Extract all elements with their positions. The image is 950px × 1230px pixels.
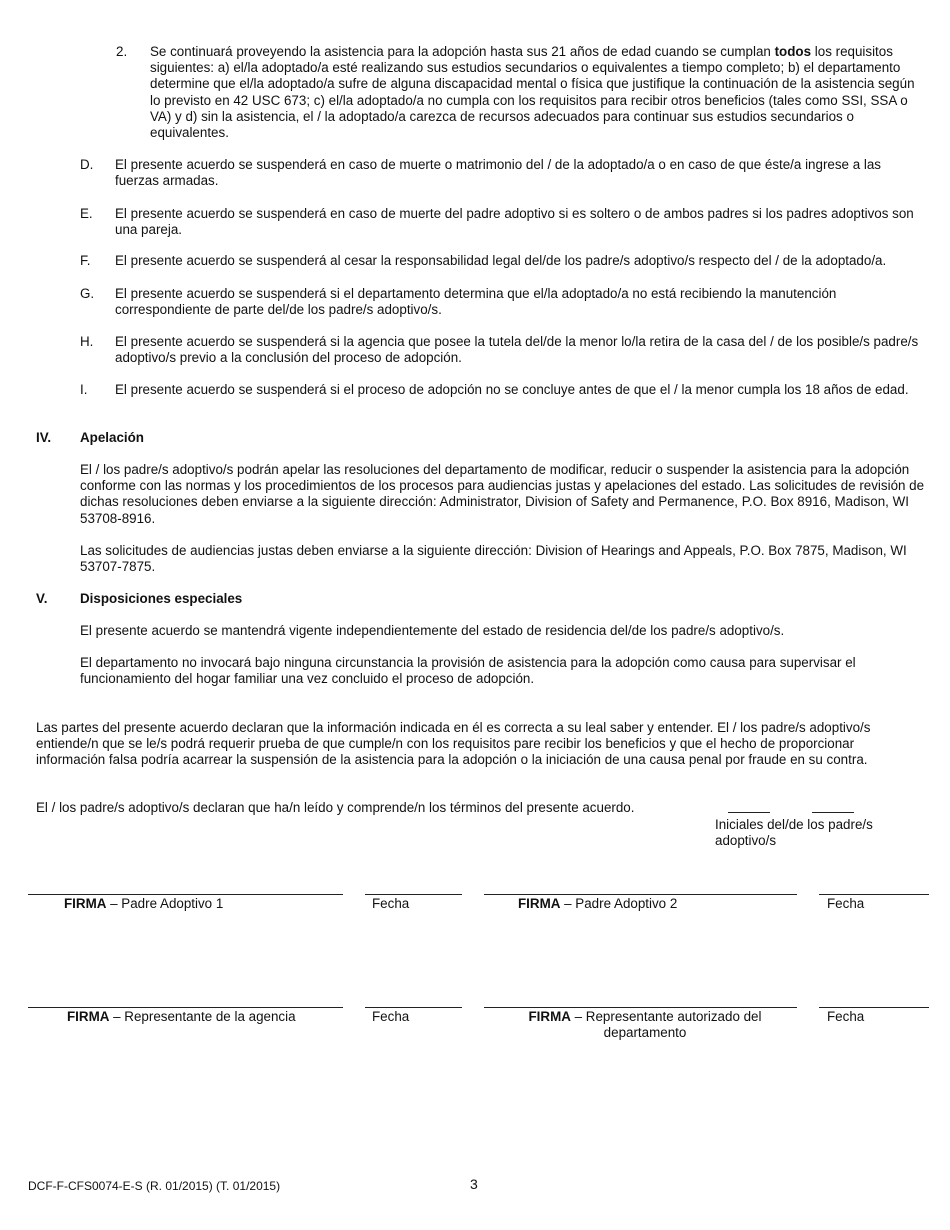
section-title: Apelación	[80, 430, 144, 445]
hearings-paragraph: Las solicitudes de audiencias justas deben enviarse a la siguiente dirección: Division of Hearings and Appeals, P.O. Box 7875, Madison, WI 53707-7875.	[80, 543, 907, 575]
declaration-paragraph: Las partes del presente acuerdo declaran que la información indicada en él es correcta a su leal saber y entender. El / los padre/s adoptivo/s entiende/n que se le/s podrá requerir prueba de que cumple/n con los requisitos pare recibir los beneficios y que el hecho de proporcionar información falsa podría acarrear la suspensión de la asistencia para la adopción o la iniciación de una causa penal por fraude en su contra.	[36, 720, 871, 768]
item-f-text: El presente acuerdo se suspenderá al cesar la responsabilidad legal del/de los padre/s adoptivo/s respecto del / de la adoptado/a.	[115, 253, 887, 268]
section-number: V.	[36, 591, 48, 606]
date-label: Fecha	[372, 896, 410, 911]
signature-label-agency: FIRMA – Representante de la agencia	[67, 1009, 296, 1024]
item-letter: E.	[80, 206, 93, 221]
special-provision-paragraph: El presente acuerdo se mantendrá vigente independientemente del estado de residencia del/de los padre/s adoptivo/s.	[80, 623, 785, 638]
item-h-text: El presente acuerdo se suspenderá si la agencia que posee la tutela del/de la menor lo/la retira de la casa del / de los posible/s padre/s adoptivo/s previo a la conclusión del proceso de adopción.	[115, 334, 919, 366]
date-line[interactable]	[365, 1007, 462, 1008]
item-d-text: El presente acuerdo se suspenderá en caso de muerte o matrimonio del / de la adoptado/a o en caso de que éste/a ingrese a las fuerzas armadas.	[115, 157, 881, 189]
item-g-text: El presente acuerdo se suspenderá si el departamento determina que el/la adoptado/a no está recibiendo la manutención correspondiente de parte del/de los padre/s adoptivo/s.	[115, 286, 837, 318]
signature-line-parent-1[interactable]	[28, 894, 343, 895]
item-e-text: El presente acuerdo se suspenderá en caso de muerte del padre adoptivo si es soltero o de ambos padres si los padres adoptivos son una pareja.	[115, 206, 914, 238]
item-letter: F.	[80, 253, 91, 268]
item-number: 2.	[116, 44, 128, 59]
date-label: Fecha	[827, 896, 865, 911]
item-2-text: Se continuará proveyendo la asistencia para la adopción hasta sus 21 años de edad cuando se cumplan todos los requisitos siguientes: a) el/la adoptado/a esté realizando sus estudios secundarios o equivalentes a tiempo completo; b) el departamento determine que el/la adoptado/a sufre de alguna discapacidad mental o física que justifique la continuación de la asistencia según lo previsto en 42 USC 673; c) el/la adoptado/a no cumpla con los requisitos para recibir otros beneficios (tales como SSI, SSA o VA) y d) sin la asistencia, el / la adoptado/a carezca de recursos adecuados para continuar sus estudios secundarios o equivalentes.	[150, 44, 915, 141]
item-letter: I.	[80, 382, 88, 397]
item-letter: H.	[80, 334, 94, 349]
item-2-bold: todos	[774, 44, 812, 59]
date-label: Fecha	[372, 1009, 410, 1024]
date-line[interactable]	[365, 894, 462, 895]
signature-label-parent-2: FIRMA – Padre Adoptivo 2	[518, 896, 678, 911]
form-id: DCF-F-CFS0074-E-S (R. 01/2015) (T. 01/2015)	[28, 1179, 281, 1193]
signature-line-department[interactable]	[484, 1007, 797, 1008]
appeal-paragraph: El / los padre/s adoptivo/s podrán apelar las resoluciones del departamento de modificar, reducir o suspender la asistencia para la adopción conforme con las normas y los procedimientos de los procesos para audiencias justas y apelaciones del estado. Las solicitudes de revisión de dichas resoluciones deben enviarse a la siguiente dirección: Administrator, Division of Safety and Permanence, P.O. Box 8916, Madison, WI 53708-8916.	[80, 462, 925, 526]
page-number: 3	[470, 1176, 478, 1192]
section-title: Disposiciones especiales	[80, 591, 243, 606]
initials-label: Iniciales del/de los padre/s adoptivo/s	[715, 817, 873, 849]
signature-label-department: FIRMA – Representante autorizado del departamento	[528, 1009, 762, 1041]
signature-line-agency[interactable]	[28, 1007, 343, 1008]
date-line[interactable]	[819, 1007, 929, 1008]
item-i-text: El presente acuerdo se suspenderá si el proceso de adopción no se concluye antes de que el / la menor cumpla los 18 años de edad.	[115, 382, 909, 397]
item-letter: G.	[80, 286, 95, 301]
date-label: Fecha	[827, 1009, 865, 1024]
signature-label-parent-1: FIRMA – Padre Adoptivo 1	[64, 896, 224, 911]
acknowledgment-text: El / los padre/s adoptivo/s declaran que ha/n leído y comprende/n los términos del presente acuerdo.	[36, 800, 635, 815]
initials-line[interactable]	[812, 812, 854, 813]
date-line[interactable]	[819, 894, 929, 895]
special-provision-paragraph: El departamento no invocará bajo ninguna circunstancia la provisión de asistencia para la adopción como causa para supervisar el funcionamiento del hogar familiar una vez concluido el proceso de adopción.	[80, 655, 856, 687]
section-number: IV.	[36, 430, 52, 445]
signature-line-parent-2[interactable]	[484, 894, 797, 895]
initials-line[interactable]	[728, 812, 770, 813]
item-letter: D.	[80, 157, 94, 172]
